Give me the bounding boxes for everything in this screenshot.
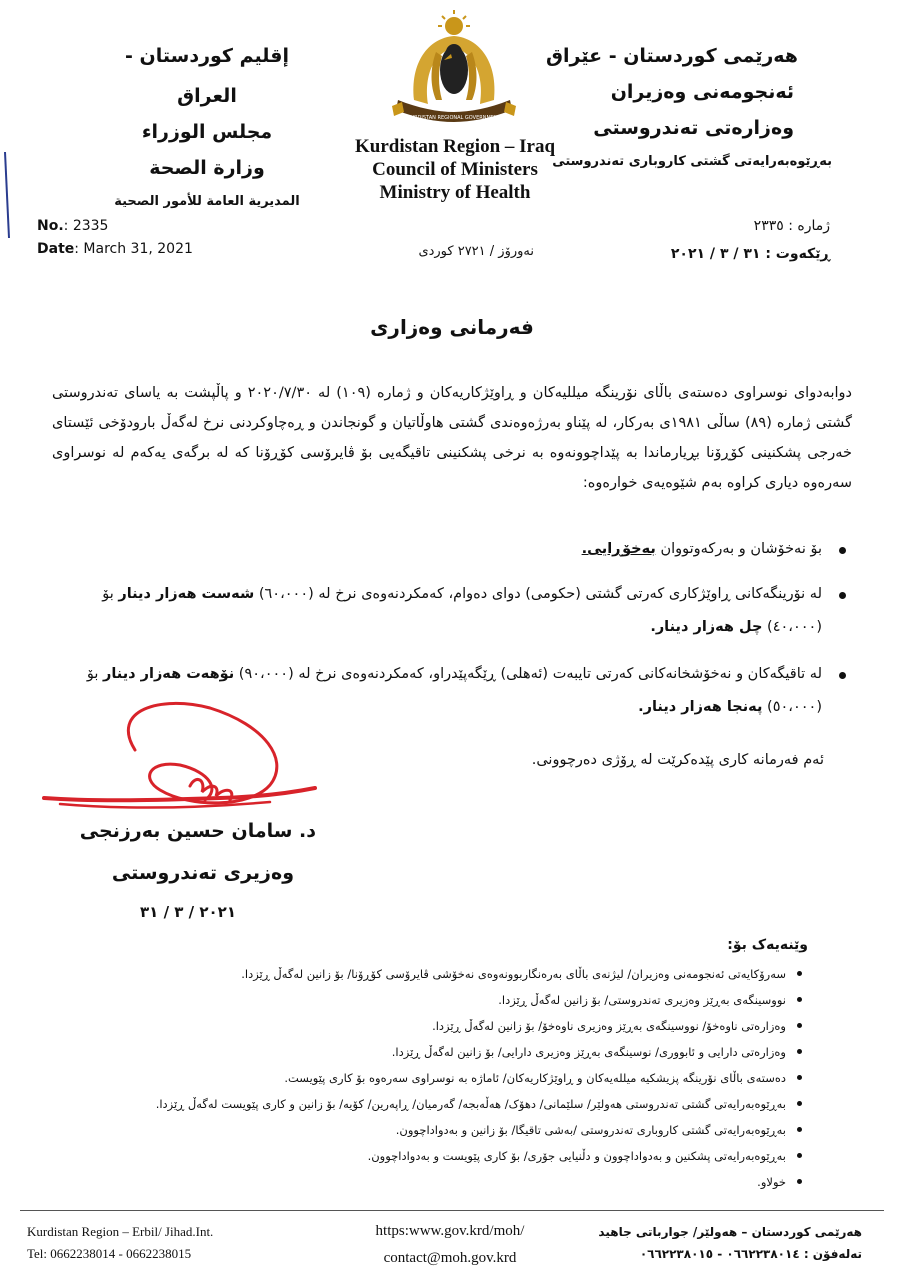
list-item: بۆ نەخۆشان و بەرکەوتووان بەخۆڕایی.	[52, 533, 852, 566]
cc-item: نووسینگەی بەڕێز وەزیری تەندروستی/ بۆ زانین لەگەڵ ڕێزدا.	[104, 987, 804, 1013]
signatory-role: وەزیری تەندروستی	[111, 862, 294, 884]
ref-number-ku: ژمارە : ٢٣٣٥	[753, 218, 830, 234]
cc-item: سەرۆکایەتی ئەنجومەنی وەزیران/ لیژنەی باڵای بەرەنگاربوونەوەی نەخۆشی ڤایرۆسی کۆڕۆنا/ بۆ زانین لەگەڵ ڕێزدا.	[104, 961, 804, 987]
footer-left	[27, 1221, 213, 1265]
bullet-icon	[797, 1023, 802, 1028]
ref-number	[37, 218, 108, 234]
body-paragraph: دوابەدوای نوسراوی دەستەی باڵای نۆرینگە میللیەکان و ڕاوێژکاریەکان و ژمارە (١٠٩) لە ٢٠٢٠/٧/٣٠ و پاڵپشت بە یاسای تەندروستی گشتی ژمارە (٨٩) ساڵی ١٩٨١ی بەرکار، لە پێناو بەرژەوەندی گشتی هاوڵاتیان و گونجاندن و ڕەچاوکردنی نرخ لەگەڵ بارودۆخی ئێستای خەرجی پشکنینی کۆڕۆنا بڕیارماندا بە پێداچوونەوە بە نرخی پشکنینی تاقیگەیی بۆ ڤایرۆسی کۆڕۆنا کە لە برگەی یەکەم لە نوسراوی سەرەوە دیاری کراوە بەم شێوەیەی خوارەوە:	[52, 385, 852, 491]
handwritten-signature	[40, 690, 320, 820]
bullet-icon	[797, 1075, 802, 1080]
emblem-text: KURDISTAN REGIONAL GOVERNMENT	[407, 115, 501, 121]
ref-date	[37, 241, 193, 257]
bullet-icon	[797, 971, 802, 976]
header-english-ministry: Ministry of Health	[379, 182, 531, 203]
cc-item: بەڕێوەبەرایەتی پشکنین و بەدواداچوون و دڵنیایی جۆری/ بۆ کاری پێویست و بەدواداچوون.	[104, 1143, 804, 1169]
ref-number-value: : 2335	[63, 218, 109, 234]
bullet-icon	[797, 1101, 802, 1106]
footer-email-link[interactable]: contact@moh.gov.krd	[383, 1250, 517, 1266]
ref-date-label: Date	[37, 241, 75, 257]
bullet-icon	[839, 592, 846, 599]
footer-address-ku: هەرێمی کوردستان – هەولێر/ جوارباتی جاهيد	[598, 1225, 862, 1239]
cc-item: وەزارەتی دارایی و ئابووری/ نوسینگەی بەڕێز وەزیری دارایی/ بۆ زانین لەگەڵ ڕێزدا.	[104, 1039, 804, 1065]
cc-item: بەڕێوەبەرایەتی گشتی کاروباری تەندروستی /بەشی تاقیگا/ بۆ زانین و بەدواداچوون.	[104, 1117, 804, 1143]
header-english	[330, 135, 580, 204]
bullet-icon	[797, 1179, 802, 1184]
header-arabic-region: إقليم كوردستان - العراق	[125, 45, 289, 107]
header-arabic-directorate: المديرية العامة للأمور الصحية	[114, 194, 300, 209]
footer-right	[598, 1221, 862, 1265]
header-english-region: Kurdistan Region – Iraq	[354, 136, 556, 157]
footer-phone-en: Tel: 0662238014 - 0662238015	[27, 1246, 192, 1261]
footer-divider	[20, 1210, 884, 1211]
bullet-icon	[839, 547, 846, 554]
bullet-icon	[797, 1153, 802, 1158]
krg-emblem	[388, 8, 520, 132]
header-kurdish-region: هەرێمی کوردستان - عێراق	[546, 45, 798, 67]
document-title: فەرمانی وەزاری	[370, 315, 534, 339]
ref-date-value: : March 31, 2021	[74, 241, 193, 257]
list-item: لە تاقیگەکان و نەخۆشخانەکانی کەرتی تایبەت (ئەهلی) ڕێگەپێدراو، کەمکردنەوەی نرخ لە (٩٠،٠٠٠) نۆهەت هەزار دینار بۆ (٥٠،٠٠٠) پەنجا هەزار دینار.	[52, 658, 852, 724]
cc-item: وەزارەتی ناوەخۆ/ نووسینگەی بەڕێز وەزیری ناوەخۆ/ بۆ زانین لەگەڵ ڕێزدا.	[104, 1013, 804, 1039]
cc-item: دەستەی باڵای نۆرینگە پزیشکیە میللەیەکان و ڕاوێژکاریەکان/ ئاماژە بە نوسراوی سەرەوە بۆ کاری پێویست.	[104, 1065, 804, 1091]
kurdish-calendar-date: نەورۆز / ٢٧٢١ کوردی	[418, 244, 534, 259]
cc-list	[104, 961, 804, 1195]
header-kurdish-directorate: بەڕێوەبەرایەتی گشتی کاروباری تەندروستی	[552, 154, 832, 169]
cc-item: بەڕێوەبەرایەتی گشتی تەندروستی هەولێر/ سلێمانی/ دهۆک/ هەڵەبجە/ گەرمیان/ ڕاپەرین/ کۆیە/ بۆ زانین و کاری پێویست لەگەڵ ڕێزدا.	[104, 1091, 804, 1117]
header-arabic-council: مجلس الوزراء	[141, 121, 273, 143]
closing-sentence: ئەم فەرمانە کاری پێدەکرێت لە ڕۆژی دەرچوونی.	[531, 752, 824, 768]
bullet-icon	[797, 997, 802, 1002]
cc-heading: وێنەیەک بۆ:	[727, 937, 808, 953]
footer-address-en: Kurdistan Region – Erbil/ Jihad.Int.	[27, 1224, 214, 1239]
header-kurdish-council: ئەنجومەنی وەزیران	[610, 81, 794, 103]
header-arabic-ministry: وزارة الصحة	[149, 157, 265, 179]
list-item: لە نۆرینگەکانی ڕاوێژکاری کەرتی گشتی (حکومی) دوای دەوام، کەمکردنەوەی نرخ لە (٦٠،٠٠٠) شەست هەزار دینار بۆ (٤٠،٠٠٠) چل هەزار دینار.	[52, 578, 852, 644]
header-english-council: Council of Ministers	[372, 159, 538, 180]
cc-item: خولاو.	[104, 1169, 804, 1195]
bullet-icon	[797, 1049, 802, 1054]
bullet-icon	[797, 1127, 802, 1132]
header-kurdish-ministry: وەزارەتی تەندروستی	[593, 117, 794, 139]
header-arabic	[92, 36, 322, 216]
bullet-icon	[839, 672, 846, 679]
ref-date-ku: ڕێکەوت : ٣١ / ٣ / ٢٠٢١	[670, 246, 830, 262]
margin-mark	[2, 150, 12, 240]
ref-number-label: No.	[37, 218, 64, 234]
footer-website-link[interactable]: https:www.gov.krd/moh/	[375, 1223, 525, 1239]
footer-phone-ku: تەلەفۆن : ٠٦٦٢٢٣٨٠١٤ - ٠٦٦٢٢٣٨٠١٥	[639, 1247, 862, 1261]
footer-center	[340, 1218, 560, 1272]
signature-date: ٢٠٢١ / ٣ / ٣١	[140, 903, 236, 921]
signatory-name: د. سامان حسین بەرزنجی	[79, 820, 316, 842]
